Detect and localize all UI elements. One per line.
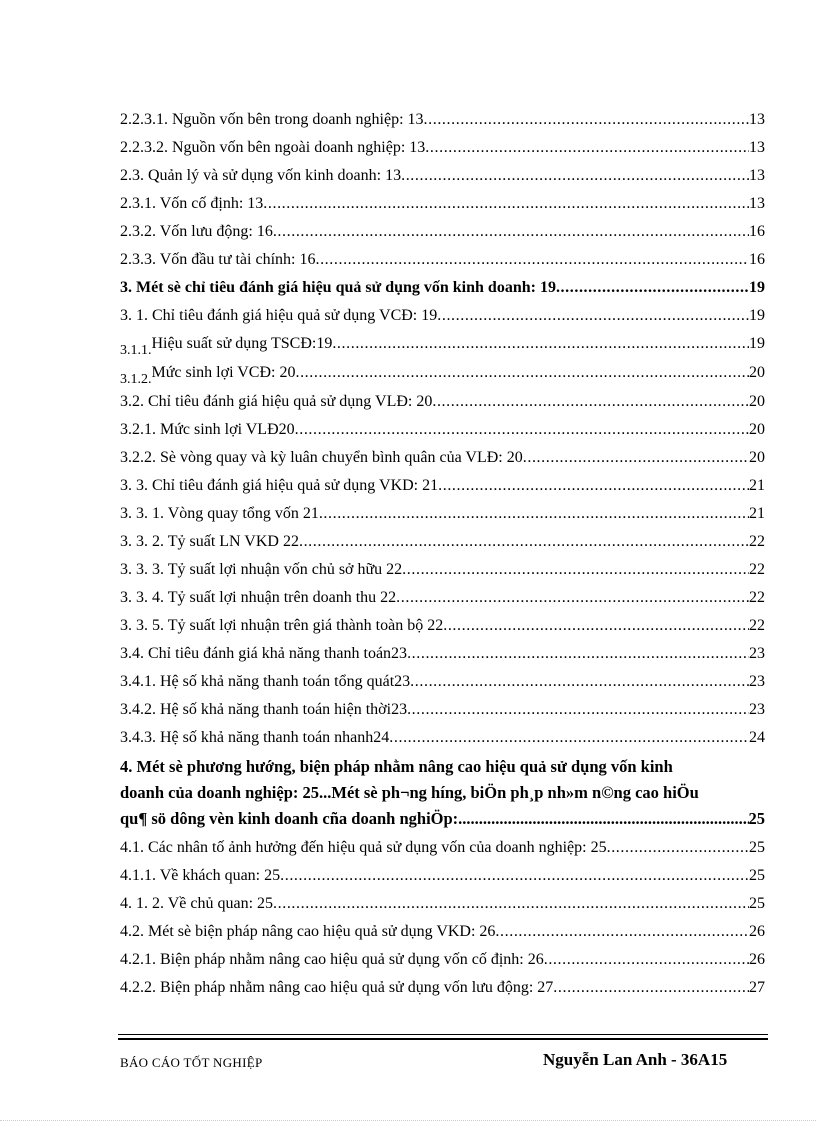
toc-entry-number: 3.1.1. (120, 343, 152, 358)
toc-entry (120, 418, 765, 442)
toc-entry-title: 2.2.3.2. Nguồn vốn bên ngoài doanh nghiệp: 13 (120, 139, 426, 156)
toc-entry-title: 2.3.2. Vốn lưu động: 16 (120, 223, 273, 240)
toc-entry (120, 502, 765, 526)
toc-entry-title: 3.2.2. Sè vòng quay và kỳ luân chuyển bình quân của VLĐ: 20 (120, 449, 523, 466)
toc-leader (299, 530, 749, 554)
toc-leader (553, 976, 749, 1000)
toc-entry-page: 19 (749, 307, 765, 324)
toc-leader (410, 670, 749, 694)
toc-entry-page: 25 (748, 809, 765, 828)
toc-entry (120, 642, 765, 666)
toc-section-heading (120, 754, 765, 832)
toc-entry-title: 3. 3. 5. Tỷ suất lợi nhuận trên giá thành toàn bộ 22 (120, 617, 444, 634)
toc-entry-title: 3. 1. Chỉ tiêu đánh giá hiệu quả sử dụng VCĐ: 19 (120, 307, 438, 324)
toc-leader (315, 248, 749, 272)
toc-entry-title: 2.2.3.1. Nguồn vốn bên trong doanh nghiệp: 13 (120, 111, 424, 128)
toc-entry-title: Hiệu suất sử dụng TSCĐ:19 (151, 335, 333, 352)
toc-entry-page: 22 (749, 533, 765, 550)
toc-leader (396, 586, 749, 610)
toc-entry-page: 13 (749, 111, 765, 128)
toc-entry-page: 27 (749, 979, 765, 996)
toc-entry-page: 23 (749, 701, 765, 718)
toc-entry (120, 136, 765, 160)
toc-entry (120, 192, 765, 216)
toc-entry-page: 19 (749, 279, 765, 296)
toc-entry (120, 390, 765, 414)
footer-rule-thick (118, 1038, 768, 1040)
toc-leader (273, 892, 749, 916)
toc-leader (607, 836, 749, 860)
toc-entry-number: 3.1.2. (120, 372, 152, 387)
toc-leader (495, 920, 749, 944)
toc-entry (120, 836, 765, 860)
toc-entry-title: 3.4. Chỉ tiêu đánh giá khả năng thanh toán23 (120, 645, 408, 662)
toc-entry-page: 20 (749, 421, 765, 438)
toc-leader (402, 558, 749, 582)
toc-entry (120, 446, 765, 470)
toc-entry (120, 976, 765, 1000)
toc-entry (120, 670, 765, 694)
toc-heading-line: doanh của doanh nghiệp: 25...Mét sè ph¬ng híng, biÖn ph¸p nh»m n©ng cao hiÖu (120, 783, 699, 802)
toc-entry (120, 304, 765, 328)
toc-entry-page: 21 (749, 505, 765, 522)
toc-entry-page: 25 (749, 839, 765, 856)
toc-leader (280, 864, 749, 888)
toc-leader (263, 192, 749, 216)
toc-entry (120, 614, 765, 638)
toc-entry (120, 558, 765, 582)
toc-entry-title: 3. 3. 4. Tỷ suất lợi nhuận trên doanh thu 22 (120, 589, 397, 606)
toc-entry-page: 24 (749, 729, 765, 746)
toc-entry (120, 698, 765, 722)
toc-entry-title: 2.3.1. Vốn cố định: 13 (120, 195, 264, 212)
toc-entry-page: 20 (749, 393, 765, 410)
toc-entry (120, 332, 765, 357)
toc-entry-title: 4. 1. 2. Về chủ quan: 25 (120, 895, 274, 912)
toc-leader (523, 446, 749, 470)
table-of-contents (120, 108, 765, 1004)
toc-entry-title: 3.2. Chỉ tiêu đánh giá hiệu quả sử dụng VLĐ: 20 (120, 393, 433, 410)
toc-entry-title: qu¶ sö dông vèn kinh doanh cña doanh nghiÖp: (120, 809, 459, 828)
toc-leader (424, 108, 749, 132)
toc-leader (438, 474, 749, 498)
toc-leader (458, 806, 748, 832)
toc-entry-title: 3. 3. 1. Vòng quay tổng vốn 21 (120, 505, 319, 522)
toc-entry (120, 892, 765, 916)
toc-entry-title: 2.3. Quản lý và sử dụng vốn kinh doanh: 13 (120, 167, 402, 184)
toc-entry (120, 920, 765, 944)
toc-entry (120, 948, 765, 972)
toc-leader (544, 948, 749, 972)
toc-entry-title: 4.1. Các nhân tố ảnh hưởng đến hiệu quả sử dụng vốn của doanh nghiệp: 25 (120, 839, 607, 856)
toc-entry-title: 3. 3. 2. Tỷ suất LN VKD 22 (120, 533, 299, 550)
toc-entry-title: 4.2.1. Biện pháp nhằm nâng cao hiệu quả sử dụng vốn cố định: 26 (120, 951, 544, 968)
toc-entry (120, 474, 765, 498)
toc-entry (120, 361, 765, 386)
toc-entry-title: 4.2. Mét sè biện pháp nâng cao hiệu quả sử dụng VKD: 26 (120, 923, 496, 940)
toc-leader (407, 698, 749, 722)
toc-entry (120, 220, 765, 244)
toc-entry-page: 13 (749, 167, 765, 184)
toc-entry (120, 864, 765, 888)
toc-heading-line: 4. Mét sè phương hướng, biện pháp nhằm nâng cao hiệu quả sử dụng vốn kinh (120, 757, 673, 776)
toc-leader (425, 136, 749, 160)
toc-entry-page: 13 (749, 195, 765, 212)
toc-entry-title: 3. 3. Chỉ tiêu đánh giá hiệu quả sử dụng VKD: 21 (120, 477, 439, 494)
toc-leader (295, 418, 749, 442)
toc-entry-page: 22 (749, 589, 765, 606)
toc-entry-page: 23 (749, 673, 765, 690)
toc-leader (401, 164, 749, 188)
toc-leader (556, 276, 749, 300)
toc-leader (437, 304, 749, 328)
toc-entry-title: 3.4.2. Hệ số khả năng thanh toán hiện thời23 (120, 701, 408, 718)
toc-entry-page: 26 (749, 923, 765, 940)
toc-leader (273, 220, 749, 244)
toc-entry-title: 4.1.1. Về khách quan: 25 (120, 867, 281, 884)
toc-entry-title: 2.3.3. Vốn đầu tư tài chính: 16 (120, 251, 316, 268)
toc-entry (120, 164, 765, 188)
toc-entry-title: 3. 3. 3. Tỷ suất lợi nhuận vốn chủ sở hữu 22 (120, 561, 403, 578)
toc-entry (120, 530, 765, 554)
toc-entry (120, 108, 765, 132)
toc-leader (319, 502, 749, 526)
toc-entry-title: 3.4.1. Hệ số khả năng thanh toán tổng quát23 (120, 673, 411, 690)
toc-entry-page: 25 (749, 867, 765, 884)
toc-entry-title: 4.2.2. Biện pháp nhằm nâng cao hiệu quả sử dụng vốn lưu động: 27 (120, 979, 554, 996)
toc-entry-title: Mức sinh lợi VCĐ: 20 (151, 364, 296, 381)
toc-leader (443, 614, 749, 638)
toc-leader (432, 390, 749, 414)
toc-entry-title: 3. Mét sè chỉ tiêu đánh giá hiệu quả sử dụng vốn kinh doanh: 19 (120, 279, 556, 296)
toc-entry-page: 16 (749, 251, 765, 268)
toc-leader (332, 332, 749, 356)
toc-entry-page: 23 (749, 645, 765, 662)
toc-leader (295, 361, 749, 385)
footer-author: Nguyễn Lan Anh - 36A15 (543, 1050, 728, 1069)
toc-entry-page: 13 (749, 139, 765, 156)
toc-leader (407, 642, 749, 666)
page-boundary (0, 1120, 816, 1121)
toc-entry-page: 19 (749, 335, 765, 352)
toc-heading-line (120, 806, 765, 832)
toc-entry-title: 3.2.1. Mức sinh lợi VLĐ20 (120, 421, 295, 438)
footer-rule (118, 1034, 768, 1035)
toc-entry (120, 248, 765, 272)
toc-entry-page: 22 (749, 617, 765, 634)
toc-entry-page: 22 (749, 561, 765, 578)
toc-entry-title: 3.4.3. Hệ số khả năng thanh toán nhanh24 (120, 729, 390, 746)
toc-section-heading (120, 276, 765, 300)
toc-entry (120, 726, 765, 750)
toc-entry-page: 16 (749, 223, 765, 240)
toc-entry-page: 20 (749, 449, 765, 466)
toc-entry-page: 21 (749, 477, 765, 494)
toc-entry-page: 20 (749, 364, 765, 381)
toc-entry-page: 25 (749, 895, 765, 912)
toc-entry (120, 586, 765, 610)
footer-report-title: BÁO CÁO TỐT NGHIỆP (120, 1055, 263, 1070)
toc-leader (389, 726, 749, 750)
toc-entry-page: 26 (749, 951, 765, 968)
